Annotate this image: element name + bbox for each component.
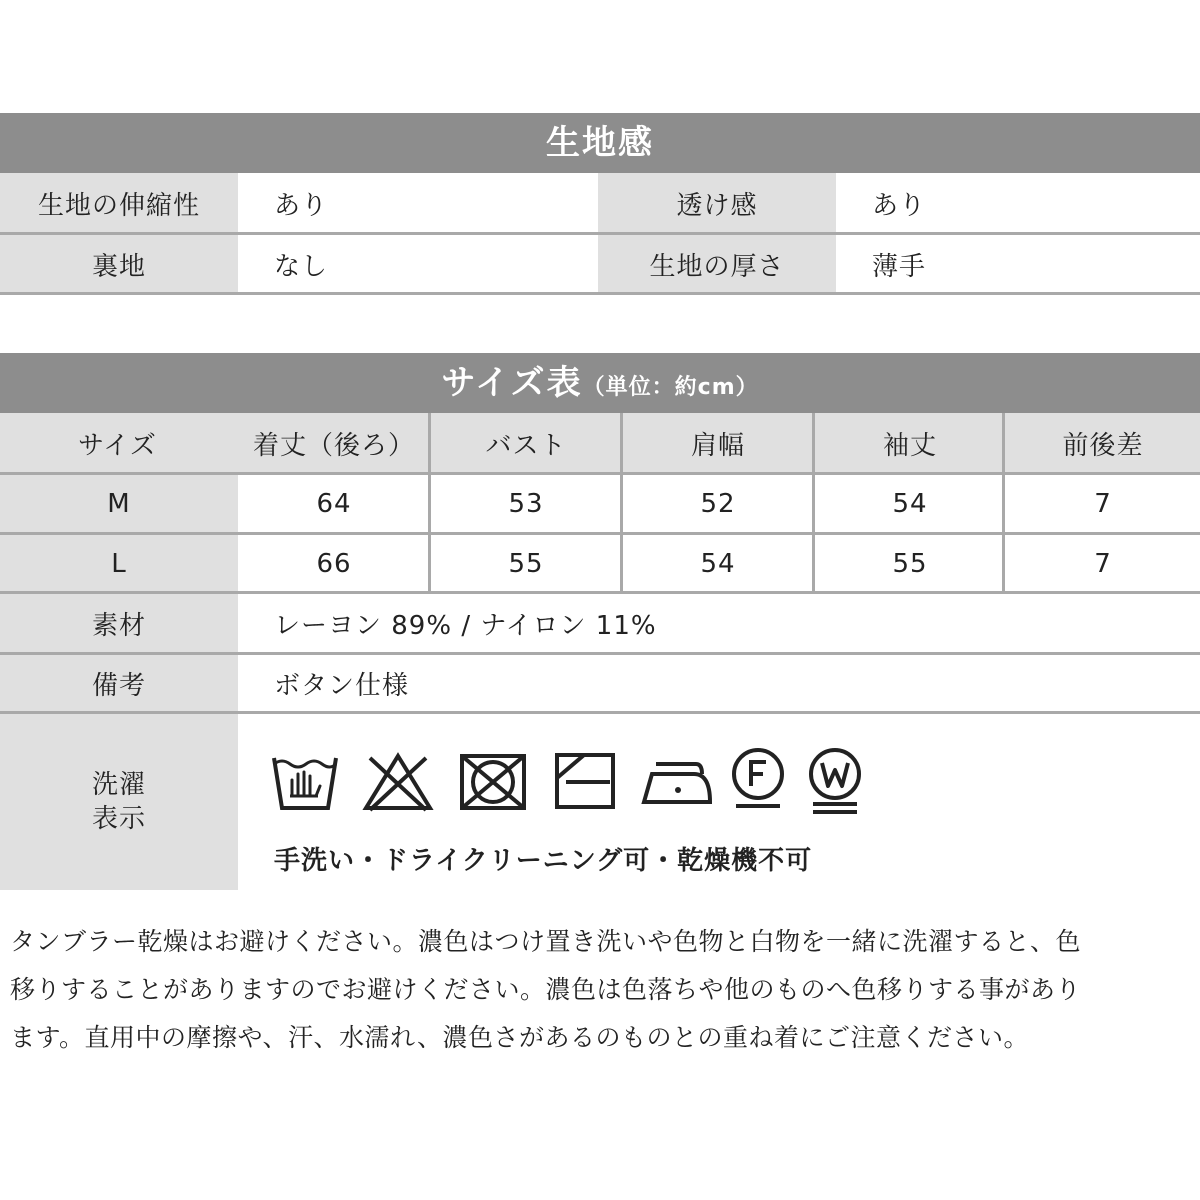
size-row-l-shoulder: 54 [700, 548, 736, 579]
no-tumble-dry-icon [458, 752, 528, 812]
care-note-line2: 移りすることがありますのでお避けください。濃色は色落ちや他のものへ色移りする事があり [10, 975, 1082, 1004]
hand-wash-icon [270, 750, 340, 812]
care-text: 手洗い・ドライクリーニング可・乾燥機不可 [274, 845, 813, 876]
size-row-l-label: L [0, 535, 238, 592]
size-header-sleeve: 袖丈 [882, 430, 937, 461]
remarks-value: ボタン仕様 [274, 670, 410, 701]
size-row-l-sleeve: 55 [892, 548, 928, 579]
dry-clean-f-icon [728, 746, 788, 812]
fabric-label-thickness: 生地の厚さ [598, 235, 836, 293]
fabric-label-lining: 裏地 [0, 235, 238, 293]
material-value: レーヨン 89% / ナイロン 11% [274, 610, 657, 641]
care-note-line1: タンブラー乾燥はお避けください。濃色はつけ置き洗いや色物と白物を一緒に洗濯すると、色 [10, 927, 1082, 956]
size-section-header [0, 353, 1200, 413]
size-header-length: 着丈（後ろ） [252, 430, 415, 461]
no-bleach-icon [362, 752, 434, 812]
fabric-value-thickness: 薄手 [872, 251, 927, 282]
fabric-value-stretch: あり [274, 190, 329, 221]
care-note [10, 918, 1195, 1062]
size-row-l-hem-diff: 7 [1094, 548, 1112, 579]
size-section-unit: （単位：約cm） [582, 375, 759, 400]
remarks-label: 備考 [0, 655, 238, 711]
column-divider [620, 413, 623, 594]
size-header-bust: バスト [485, 430, 567, 461]
fabric-label-stretch: 生地の伸縮性 [0, 173, 238, 233]
fabric-section-title: 生地感 [546, 123, 654, 163]
size-row-l-bust: 55 [508, 548, 544, 579]
size-row-m-hem-diff: 7 [1094, 488, 1112, 519]
size-row-m-shoulder: 52 [700, 488, 736, 519]
column-divider [812, 413, 815, 594]
column-divider [1002, 413, 1005, 594]
size-row-l-length: 66 [316, 548, 352, 579]
care-label [0, 714, 238, 890]
dry-flat-shade-icon [554, 752, 616, 810]
iron-low-icon [640, 760, 714, 806]
size-section-title: サイズ表 [441, 363, 583, 403]
fabric-section-header [0, 113, 1200, 173]
care-label-line1: 洗濯 [91, 770, 146, 800]
care-label-line2: 表示 [91, 804, 146, 834]
size-header-size: サイズ [0, 413, 1200, 473]
fabric-label-sheer: 透け感 [598, 173, 836, 233]
size-header-shoulder: 肩幅 [690, 430, 745, 461]
size-row-m-length: 64 [316, 488, 352, 519]
fabric-value-sheer: あり [872, 190, 927, 221]
divider [0, 292, 1200, 295]
wet-clean-w-icon [805, 746, 865, 816]
column-divider [428, 413, 431, 594]
size-row-m-label: M [0, 475, 238, 532]
size-row-m-bust: 53 [508, 488, 544, 519]
material-label: 素材 [0, 594, 238, 652]
care-note-line3: ます。直用中の摩擦や、汗、水濡れ、濃色さがあるのものとの重ね着にご注意ください。 [10, 1023, 1030, 1052]
size-row-m-sleeve: 54 [892, 488, 928, 519]
fabric-value-lining: なし [274, 251, 329, 282]
size-header-hem-diff: 前後差 [1062, 430, 1144, 461]
